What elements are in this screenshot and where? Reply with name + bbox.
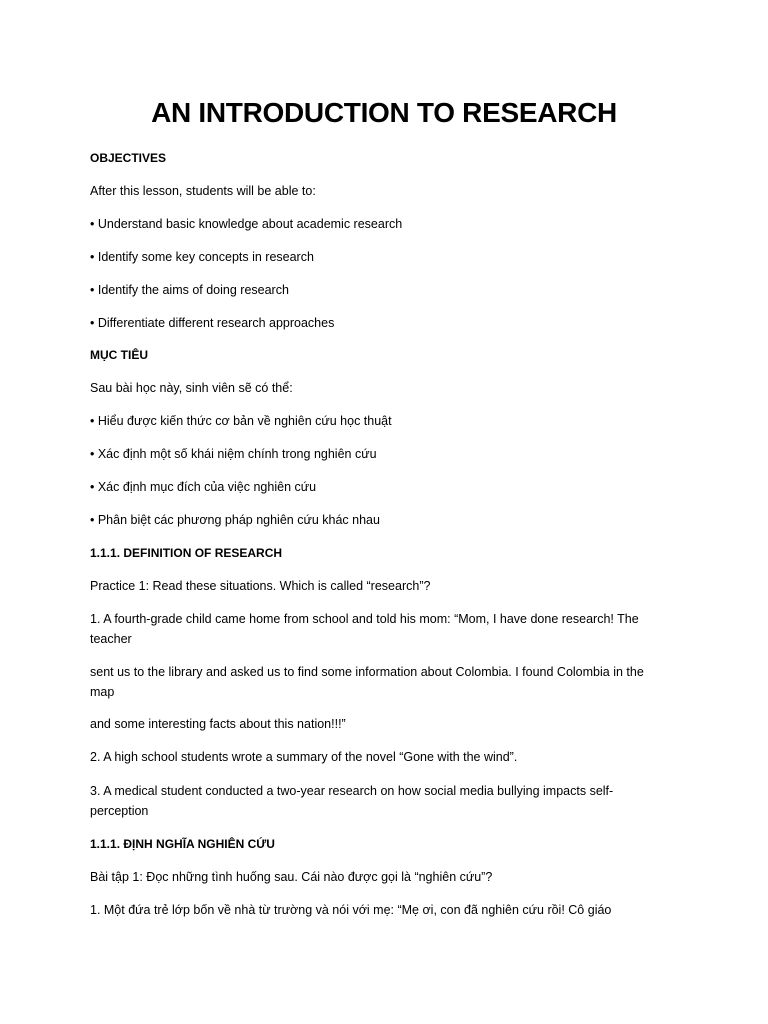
situation-text: and some interesting facts about this nation!!!” bbox=[90, 717, 346, 731]
document-title: AN INTRODUCTION TO RESEARCH bbox=[151, 97, 617, 128]
situation-text: 1. A fourth-grade child came home from school and told his mom: “Mom, I have done research! The bbox=[90, 612, 639, 626]
muc-tieu-intro: Sau bài học này, sinh viên sẽ có thể: bbox=[90, 381, 293, 395]
situation-text: teacher bbox=[90, 632, 132, 646]
situation-text: 3. A medical student conducted a two-year research on how social media bullying impacts self- bbox=[90, 784, 614, 798]
situation-text: 2. A high school students wrote a summary of the novel “Gone with the wind”. bbox=[90, 750, 518, 764]
objective-item: • Differentiate different research approaches bbox=[90, 316, 335, 330]
practice-prompt: Practice 1: Read these situations. Which is called “research”? bbox=[90, 579, 431, 593]
bai-tap-prompt: Bài tập 1: Đọc những tình huống sau. Cái nào được gọi là “nghiên cứu”? bbox=[90, 870, 493, 884]
muc-tieu-item: • Xác định mục đích của việc nghiên cứu bbox=[90, 480, 317, 494]
situation-text: map bbox=[90, 685, 115, 699]
objective-item: • Identify some key concepts in research bbox=[90, 250, 314, 264]
muc-tieu-item: • Hiểu được kiến thức cơ bản về nghiên cứu học thuật bbox=[90, 414, 392, 428]
definition-heading: 1.1.1. DEFINITION OF RESEARCH bbox=[90, 546, 283, 560]
objectives-heading: OBJECTIVES bbox=[90, 151, 167, 165]
muc-tieu-item: • Xác định một số khái niệm chính trong nghiên cứu bbox=[90, 447, 377, 461]
muc-tieu-heading: MỤC TIÊU bbox=[90, 348, 148, 362]
objective-item: • Identify the aims of doing research bbox=[90, 283, 289, 297]
objective-item: • Understand basic knowledge about academic research bbox=[90, 217, 403, 231]
situation-text: perception bbox=[90, 804, 149, 818]
muc-tieu-item: • Phân biệt các phương pháp nghiên cứu khác nhau bbox=[90, 513, 380, 527]
dinh-nghia-heading: 1.1.1. ĐỊNH NGHĨA NGHIÊN CỨU bbox=[90, 837, 275, 851]
objectives-intro: After this lesson, students will be able to: bbox=[90, 184, 316, 198]
situation-text: sent us to the library and asked us to find some information about Colombia. I found Colombia in the bbox=[90, 665, 644, 679]
tinh-huong-text: 1. Một đứa trẻ lớp bốn về nhà từ trường và nói với mẹ: “Mẹ ơi, con đã nghiên cứu rồi! Cô giáo bbox=[90, 903, 612, 917]
